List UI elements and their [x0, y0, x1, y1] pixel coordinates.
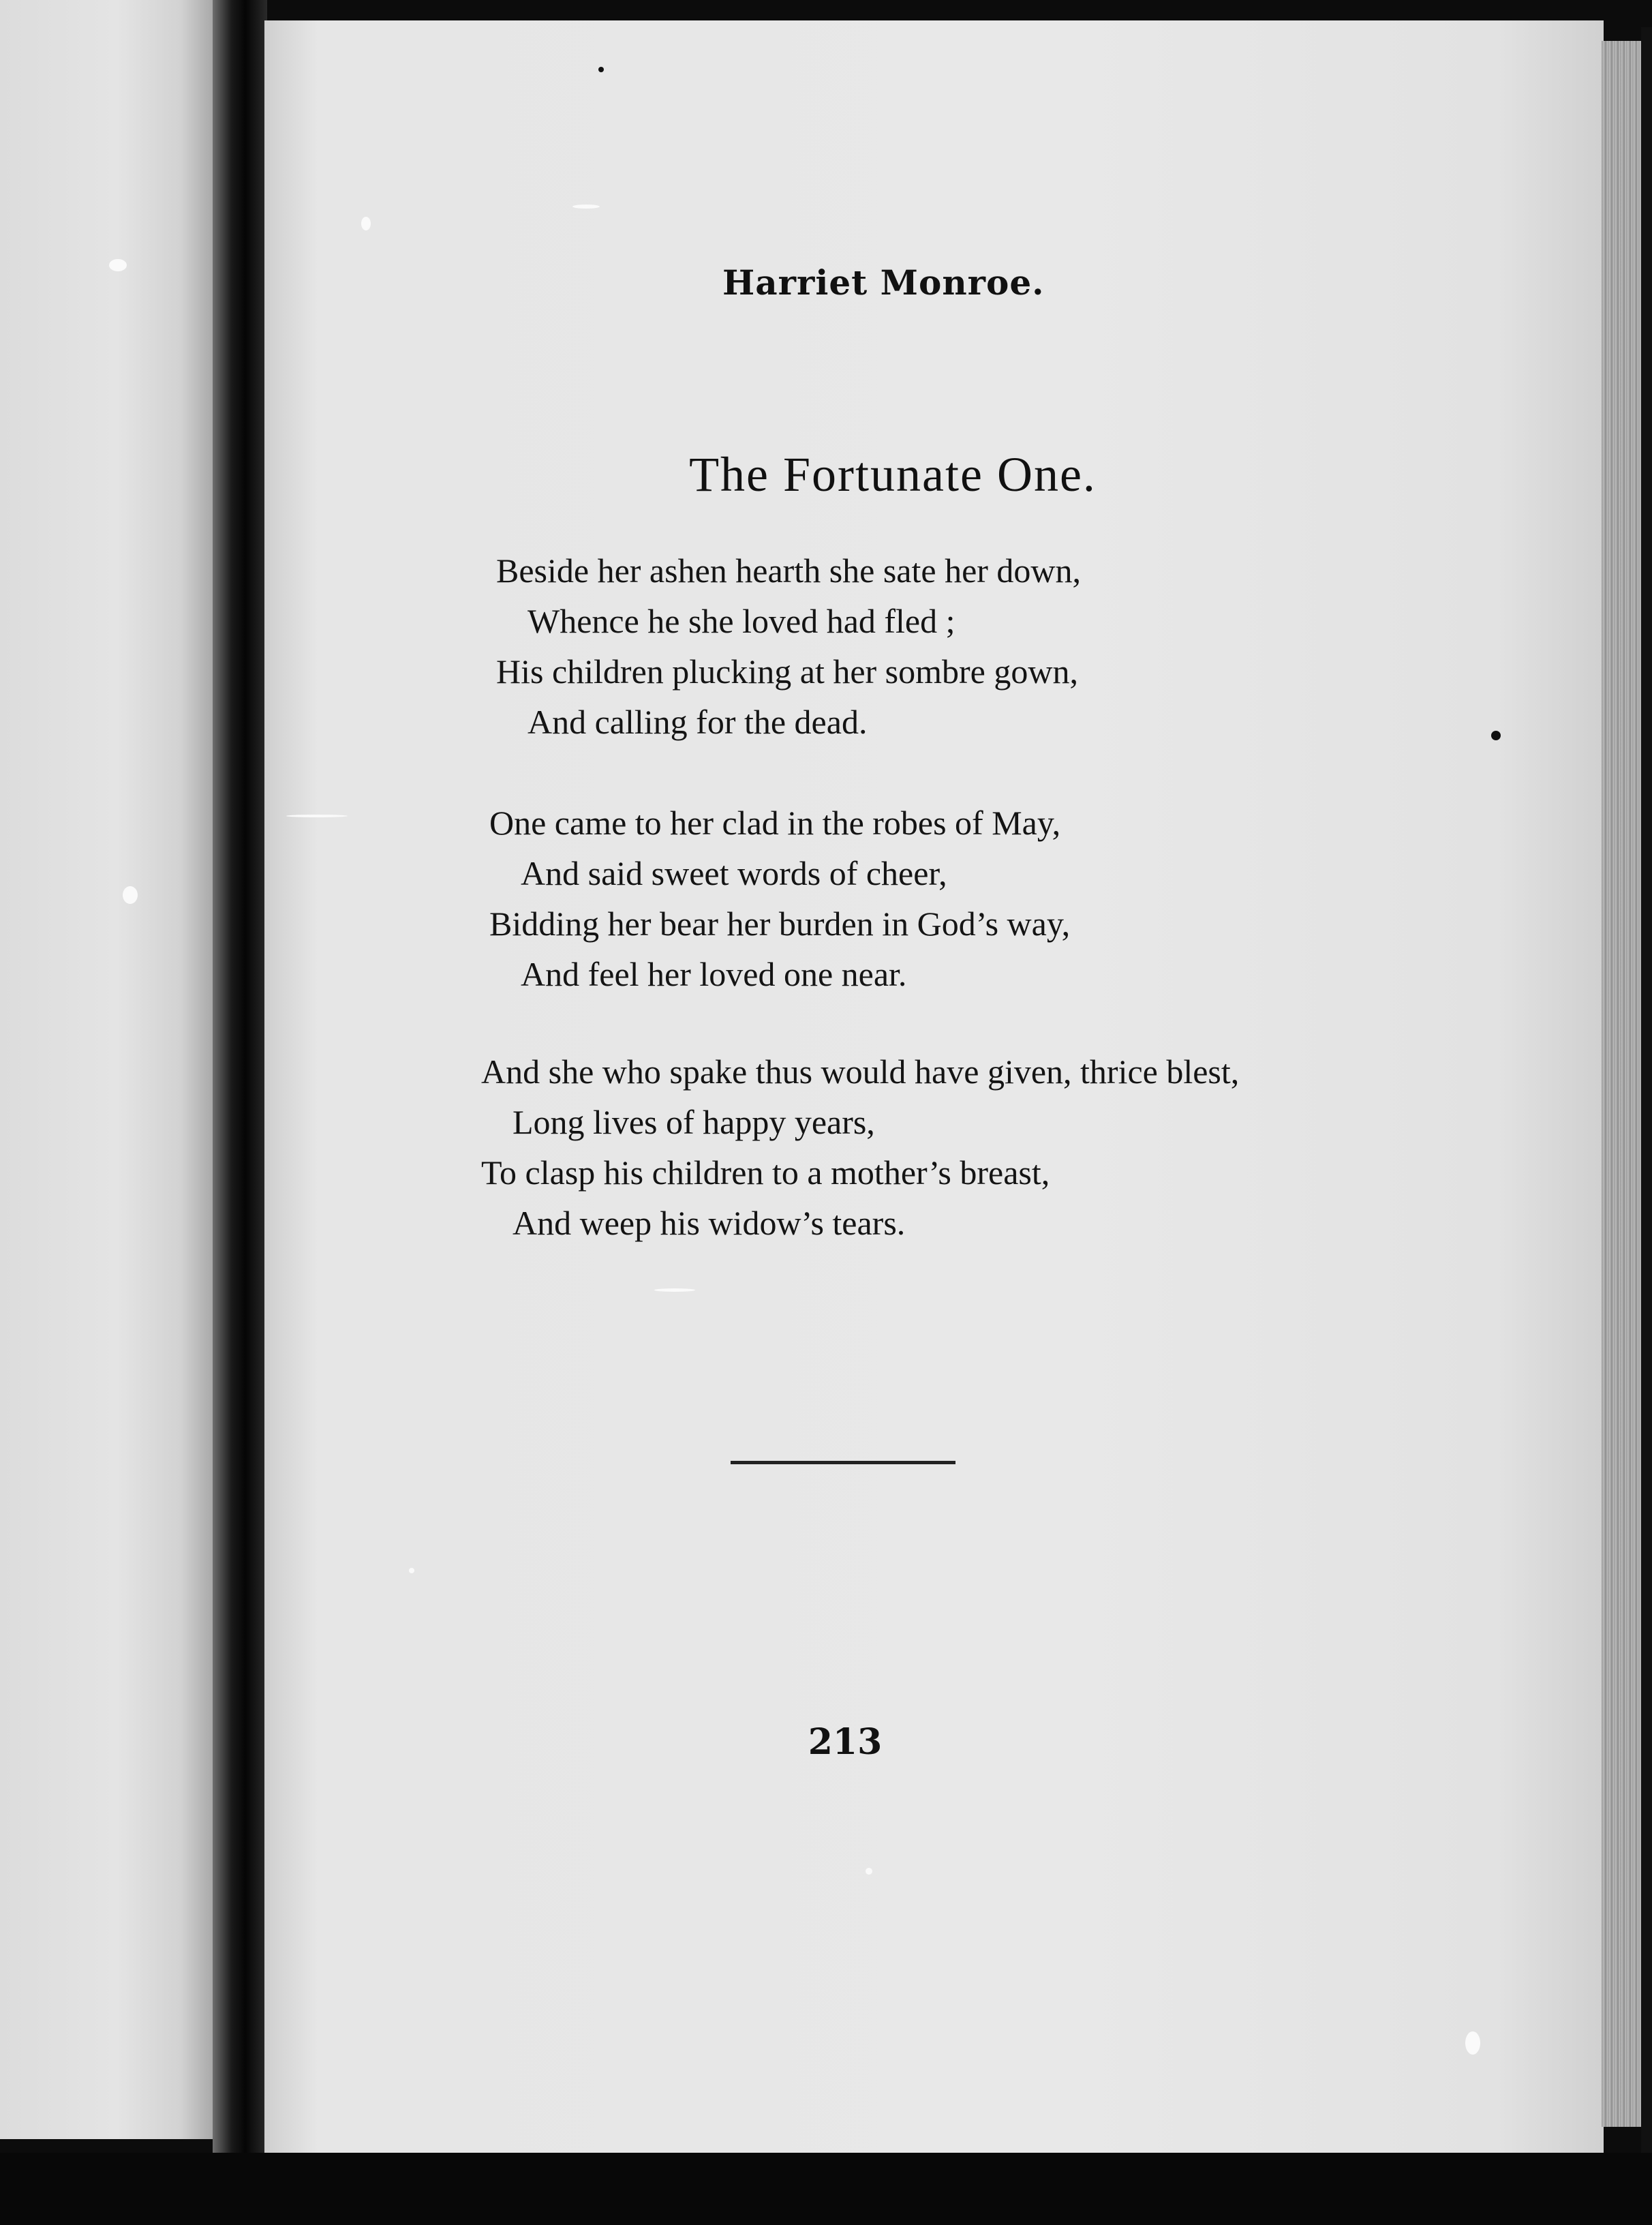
poem-line: To clasp his children to a mother’s breast,	[481, 1153, 1050, 1192]
poem-line: And calling for the dead.	[527, 703, 868, 741]
dust-speck	[109, 259, 127, 271]
dust-speck	[866, 1868, 872, 1875]
end-rule	[731, 1461, 955, 1464]
dust-speck	[1465, 2031, 1480, 2055]
poem-line: And said sweet words of cheer,	[521, 854, 947, 892]
poem-title: The Fortunate One.	[689, 447, 1097, 502]
dust-speck	[286, 815, 348, 817]
poem-line: And weep his widow’s tears.	[513, 1204, 906, 1242]
facing-page-left	[0, 0, 213, 2139]
stanza	[489, 798, 1070, 999]
poem-line: And she who spake thus would have given, thrice blest,	[481, 1053, 1240, 1091]
page-number: 213	[808, 1721, 883, 1763]
dust-speck	[654, 1288, 695, 1292]
poem-line: Long lives of happy years,	[513, 1103, 875, 1141]
ink-speck	[598, 67, 604, 72]
scan-border-bottom	[0, 2153, 1652, 2225]
dust-speck	[361, 217, 371, 230]
poem-line: Beside her ashen hearth she sate her down,	[496, 551, 1082, 590]
ink-speck	[1491, 731, 1501, 740]
dust-speck	[572, 205, 600, 209]
dust-speck	[409, 1568, 414, 1573]
poem-line: One came to her clad in the robes of May,	[489, 804, 1061, 842]
dust-speck	[123, 886, 138, 904]
book-gutter	[213, 0, 267, 2154]
page-edge-stack	[1602, 41, 1642, 2127]
stanza	[481, 1046, 1239, 1248]
poem-line: His children plucking at her sombre gown,	[496, 652, 1078, 691]
poem-line: Bidding her bear her burden in God’s way,	[489, 905, 1071, 943]
scan-border-right	[1641, 27, 1652, 2154]
poem-line: And feel her loved one near.	[521, 955, 907, 993]
stanza	[496, 545, 1081, 747]
running-head: Harriet Monroe.	[722, 262, 1045, 303]
poem-line: Whence he she loved had fled ;	[527, 602, 955, 640]
